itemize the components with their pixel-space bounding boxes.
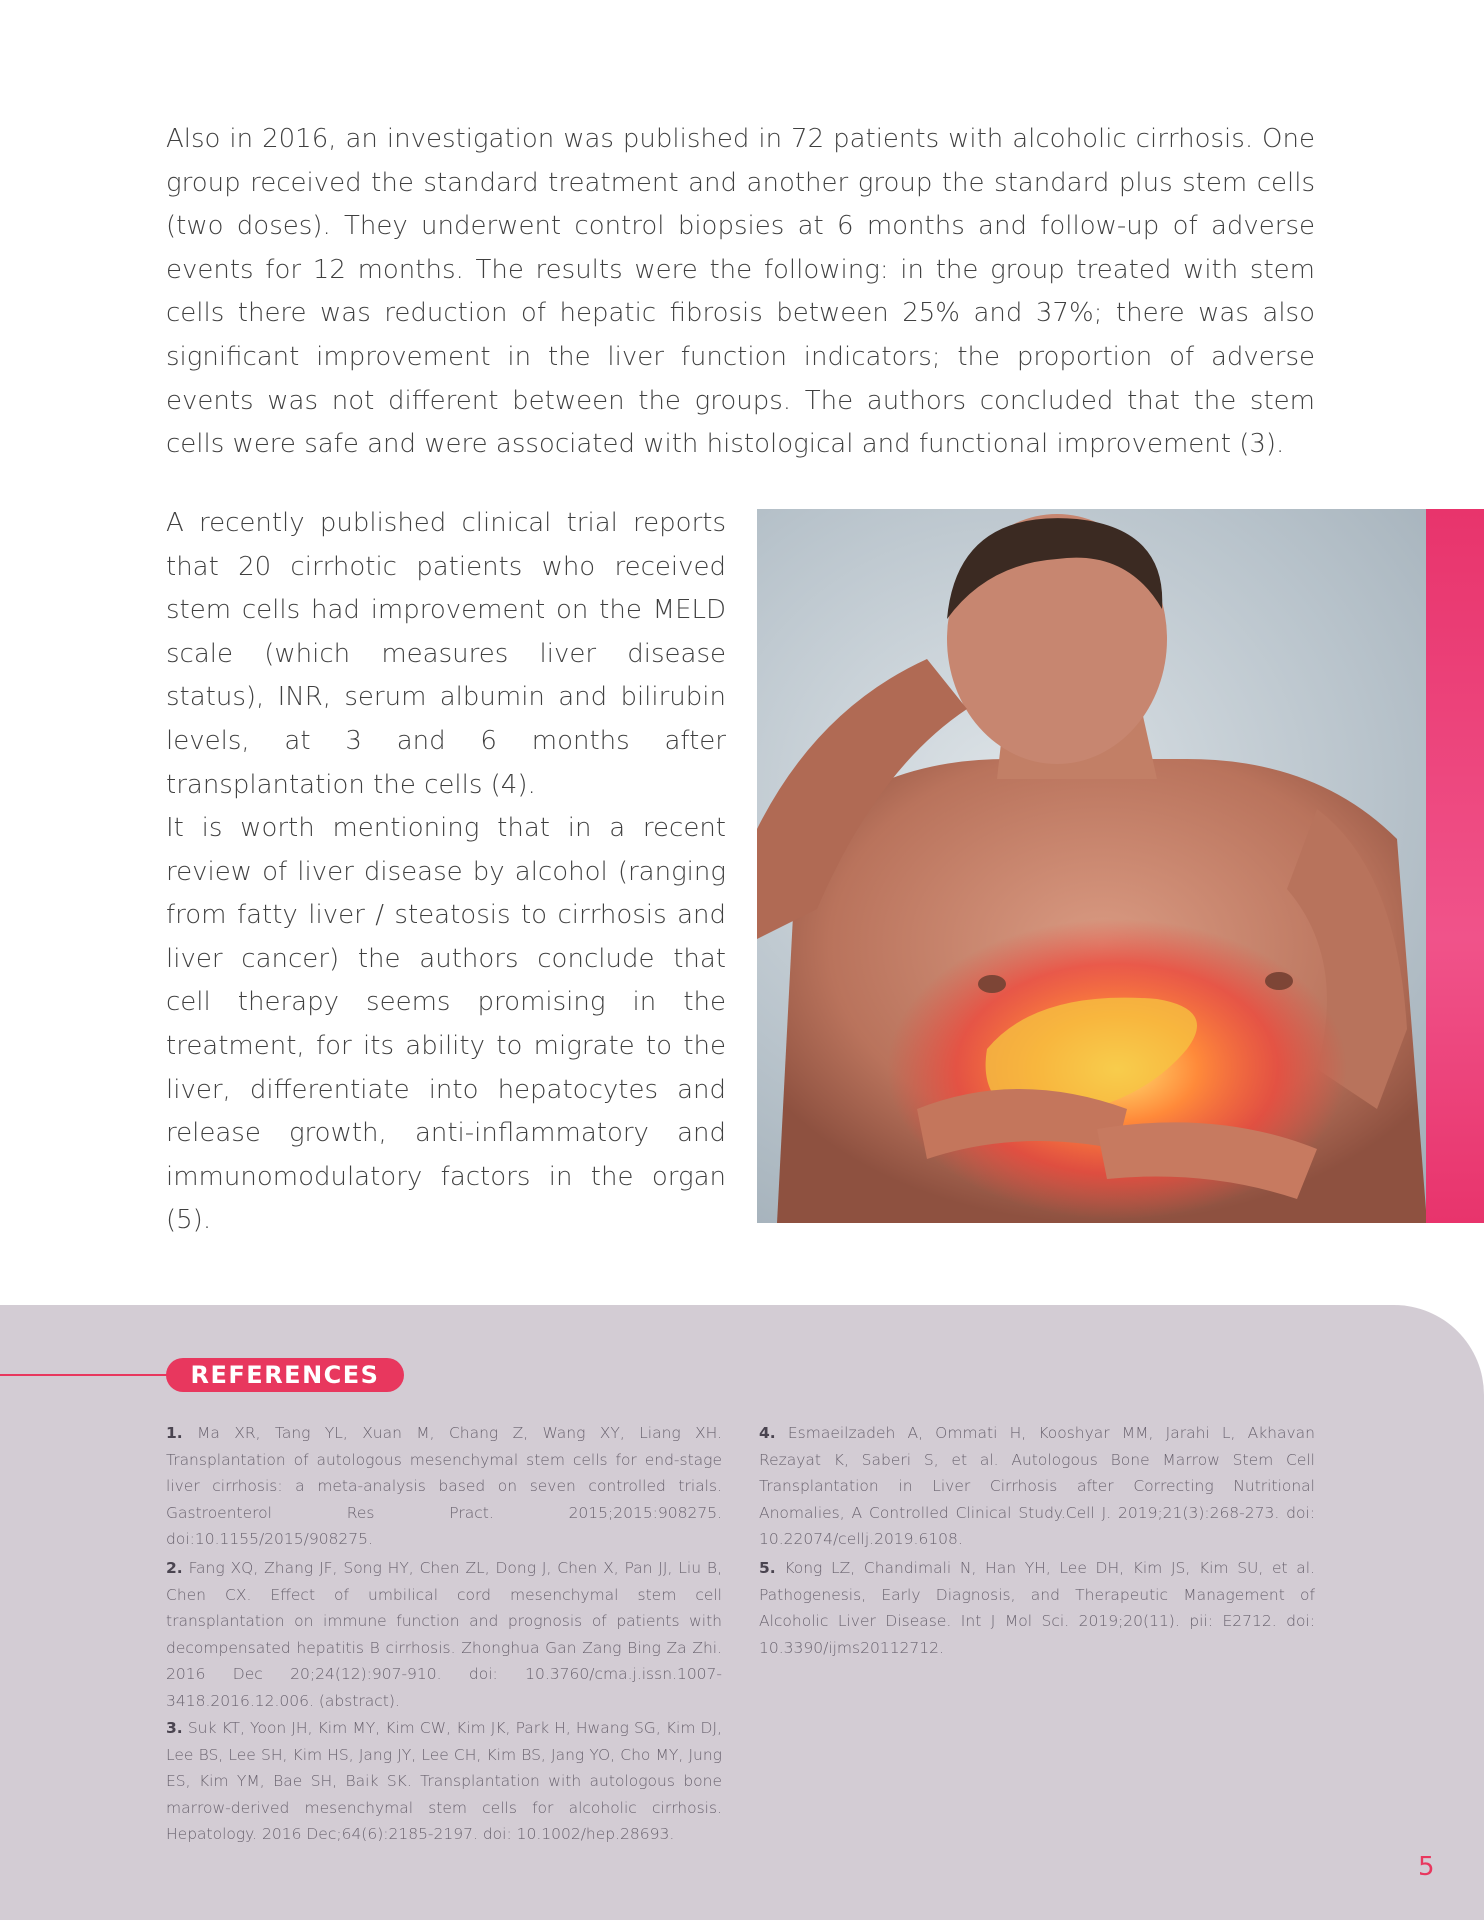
- reference-item: [759, 1420, 1315, 1553]
- reference-item: [166, 1555, 722, 1715]
- reference-item: [759, 1555, 1315, 1661]
- reference-number: 4.: [759, 1424, 776, 1442]
- references-rule: [0, 1374, 180, 1376]
- body-paragraph-3: It is worth mentioning that in a recent review of liver disease by alcohol (ranging from fatty liver / steatosis to cirrhosis and liver cancer) the authors conclude that cell therapy seems promising in the treatment, for its ability to migrate to the liver, differentiate into hepatocytes and release growth, anti-inflammatory and immunomodulatory factors in the organ (5).: [166, 813, 726, 1236]
- reference-item: [166, 1715, 722, 1848]
- page-number: 5: [1418, 1852, 1435, 1882]
- man-with-liver-pain-photo: [757, 509, 1484, 1223]
- reference-item: [166, 1420, 722, 1553]
- reference-text: Kong LZ, Chandimali N, Han YH, Lee DH, Kim JS, Kim SU, et al. Pathogenesis, Early Diagnosis, and Therapeutic Management of Alcoholic Liver Disease. Int J Mol Sci. 2019;20(11). pii: E2712. doi: 10.3390/ijms20112712.: [759, 1559, 1315, 1657]
- body-paragraph-1: Also in 2016, an investigation was published in 72 patients with alcoholic cirrhosis. One group received the standard treatment and another group the standard plus stem cells (two doses). They underwent control biopsies at 6 months and follow-up of adverse events for 12 months. The results were the following: in the group treated with stem cells there was reduction of hepatic fibrosis between 25% and 37%; there was also significant improvement in the liver function indicators; the proportion of adverse events was not different between the groups. The authors concluded that the stem cells were safe and were associated with histological and functional improvement (3).: [166, 124, 1315, 460]
- reference-text: Esmaeilzadeh A, Ommati H, Kooshyar MM, Jarahi L, Akhavan Rezayat K, Saberi S, et al. Autologous Bone Marrow Stem Cell Transplantation in Liver Cirrhosis after Correcting Nutritional Anomalies, A Controlled Clinical Study.Cell J. 2019;21(3):268-273. doi: 10.22074/cellj.2019.6108.: [759, 1424, 1315, 1549]
- reference-number: 1.: [166, 1424, 183, 1442]
- reference-text: Ma XR, Tang YL, Xuan M, Chang Z, Wang XY, Liang XH. Transplantation of autologous mesenchymal stem cells for end-stage liver cirrhosis: a meta-analysis based on seven controlled trials. Gastroenterol Res Pract. 2015;2015:908275. doi:10.1155/2015/908275.: [166, 1424, 722, 1549]
- reference-number: 5.: [759, 1559, 776, 1577]
- pink-accent-bar: [1426, 509, 1484, 1223]
- body-paragraph-2: A recently published clinical trial reports that 20 cirrhotic patients who received stem cells had improvement on the MELD scale (which measures liver disease status), INR, serum albumin and bilirubin levels, at 3 and 6 months after transplantation the cells (4).: [166, 508, 726, 800]
- photo-illustration: [757, 509, 1484, 1223]
- reference-number: 3.: [166, 1719, 183, 1737]
- references-heading: REFERENCES: [166, 1358, 404, 1392]
- reference-text: Fang XQ, Zhang JF, Song HY, Chen ZL, Dong J, Chen X, Pan JJ, Liu B, Chen CX. Effect of umbilical cord mesenchymal stem cell transplantation on immune function and prognosis of patients with decompensated hepatitis B cirrhosis. Zhonghua Gan Zang Bing Za Zhi. 2016 Dec 20;24(12):907-910. doi: 10.3760/cma.j.issn.1007-3418.2016.12.006. (abstract).: [166, 1559, 722, 1710]
- reference-number: 2.: [166, 1559, 183, 1577]
- reference-text: Suk KT, Yoon JH, Kim MY, Kim CW, Kim JK, Park H, Hwang SG, Kim DJ, Lee BS, Lee SH, Kim HS, Jang JY, Lee CH, Kim BS, Jang YO, Cho MY, Jung ES, Kim YM, Bae SH, Baik SK. Transplantation with autologous bone marrow-derived mesenchymal stem cells for alcoholic cirrhosis. Hepatology. 2016 Dec;64(6):2185-2197. doi: 10.1002/hep.28693.: [166, 1719, 722, 1844]
